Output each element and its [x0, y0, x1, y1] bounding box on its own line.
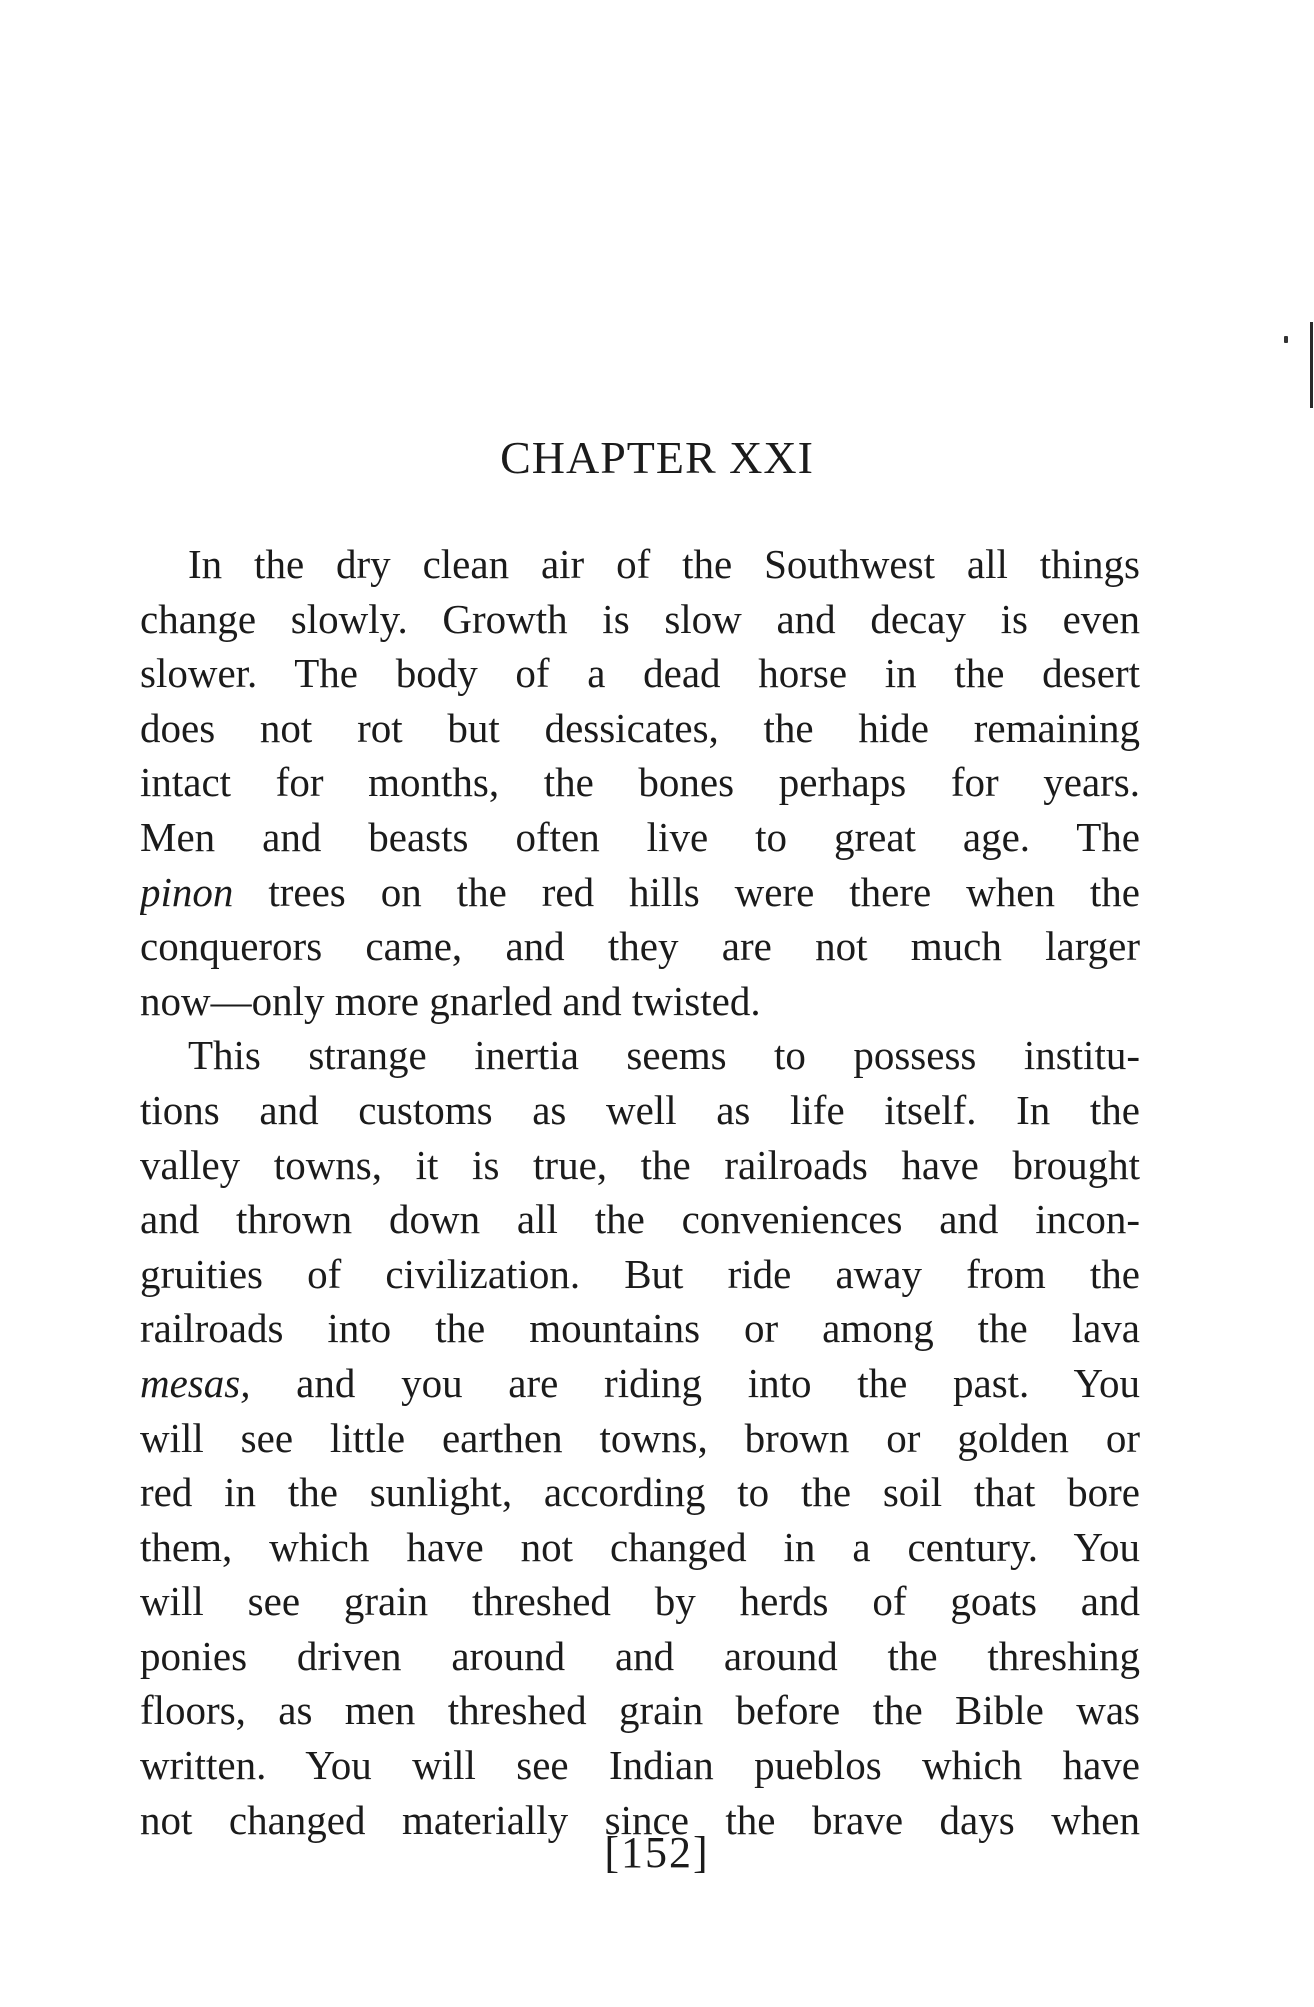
text-line: will see little earthen towns, brown or golden or [140, 1414, 1140, 1461]
text-line: In the dry clean air of the Southwest all things [188, 541, 1140, 587]
text-line: pinon trees on the red hills were there when the [140, 868, 1140, 915]
text-line: ponies driven around and around the threshing [140, 1632, 1140, 1679]
text-line: and thrown down all the conveniences and incon- [140, 1196, 1140, 1243]
text-line: gruities of civilization. But ride away from the [140, 1250, 1140, 1297]
paragraph [140, 537, 1140, 1028]
text-line: This strange inertia seems to possess institu- [188, 1032, 1140, 1079]
chapter-title: CHAPTER XXI [500, 432, 814, 483]
body-text [140, 537, 1140, 1847]
text-line: change slowly. Growth is slow and decay is even [140, 595, 1140, 642]
text-line: will see grain threshed by herds of goats and [140, 1578, 1140, 1625]
page-number: [152] [604, 1828, 710, 1877]
text-line: valley towns, it is true, the railroads have brought [140, 1141, 1140, 1188]
margin-mark [1284, 336, 1288, 343]
text-line: mesas, and you are riding into the past. You [140, 1359, 1140, 1406]
text-line: does not rot but dessicates, the hide remaining [140, 704, 1140, 751]
text-line: floors, as men threshed grain before the Bible was [140, 1687, 1140, 1734]
italic-word: pinon [140, 868, 234, 915]
margin-rule [1310, 322, 1313, 408]
text-line: conquerors came, and they are not much larger [140, 923, 1140, 970]
text-line: now—only more gnarled and twisted. [140, 977, 761, 1024]
text-line: tions and customs as well as life itself. In the [140, 1086, 1140, 1133]
text-line: not changed materially since the brave days when [140, 1796, 1140, 1843]
text-line: them, which have not changed in a century. You [140, 1523, 1140, 1570]
text-line: railroads into the mountains or among the lava [140, 1305, 1140, 1352]
text-line: written. You will see Indian pueblos which have [140, 1742, 1140, 1789]
text-line: slower. The body of a dead horse in the desert [140, 650, 1140, 697]
text-line: Men and beasts often live to great age. The [140, 813, 1140, 860]
text-line: red in the sunlight, according to the soil that bore [140, 1469, 1140, 1516]
paragraph [140, 1028, 1140, 1847]
italic-word: mesas, [140, 1359, 251, 1406]
text-line: intact for months, the bones perhaps for years. [140, 759, 1140, 806]
